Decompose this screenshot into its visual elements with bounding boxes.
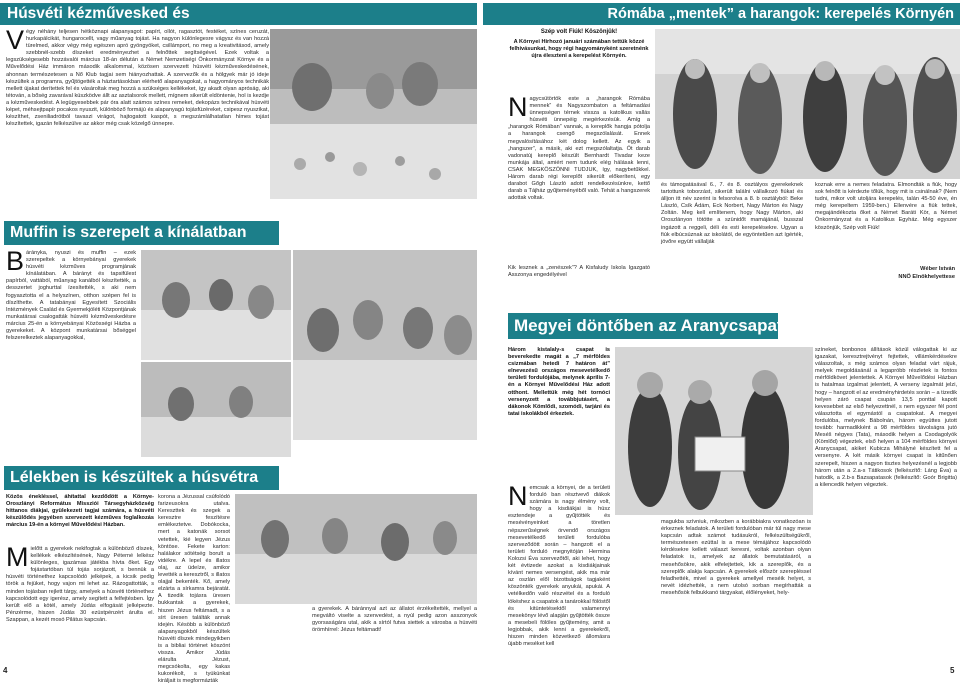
- article-body-muffin-col3: [293, 443, 477, 459]
- page-number-left: 4: [3, 666, 8, 675]
- article-body-muffin: [6, 246, 136, 455]
- subtitle-thanks: Szép volt Fiúk! Köszönjük!: [540, 29, 618, 35]
- page-number-right: 5: [950, 666, 955, 675]
- dropcap-b: B: [6, 246, 25, 276]
- article-body-soul: [6, 542, 154, 670]
- article-lead-gold-team: Három kistalaly-s csapat is beverekedte magát a „7 mérföldes csizmában hetedi 7 határon át” elnevezésű országos mesevetélkedő területi fordulójába, melynek április 7-én a Környei Művelődési Ház adott otthont. Mellettük még hét tornóci versenyzett a továbbjutásért, a dákonok Kömlődi, szomódi, tarjáni és tatai iskolákból érkeztek.: [508, 347, 610, 417]
- article-body-rattling-col4: koznak erre a nemes feladatra. Elmondták a fiúk, hogy sok felnőtt is kérdezte tőlük, hogy mit is csinálnak? (Nem tudni, mikor volt utoljára kerepelés, talán 45-50 éve, én még kerepeltem 1959-ben.) Ellenvére a fiúk tettek, megajándékozta őket a Német Baráti Kör, a Német Önkormányzat és a Katolikus Egyház. Még egyszer köszönjük, Szép volt Fiúk!: [815, 182, 957, 231]
- photo-kids-bible-crafts: [235, 494, 477, 604]
- page-title-easter-crafts: Húsvéti kézművesked és: [0, 3, 477, 25]
- article-body-soul-middle: korona a Jézussal csúfolódó farizeusokra utalva. Kereszttek és szegek a keresztre feszítésre emlékeztetve. Dobókocka, mert a katonák sorsot vetettek, kié legyen Jézus köntöse. Fekete karton: halálakor sötétség borult a vidékre. A lepel és illatos olaj, az üdeíze, amikor levették a keresztről, s illatos olajjal bekenték. Kő, amely elzárta a sírkamra bejáratát. A tizedik tojásra üresen bukkantak a gyerekek, hiszen Jézus feltámadt, s a sírt üresen találták annak idején. Késöbb a különböző alapanyagokból készültek húsvéti díszek mindegyikben is a bibliai történet köszönt vissza. Amikor Júdás elárulta Jézust, megcsókolta, egy kakas kukorékolt, s tyúkúnkat királjait is megformázták: [158, 494, 230, 685]
- article-text: agycsütörtök este a „harangok Rómába mennek” és Nagyszombaton a feltámadási ünnepségen térnek vissza a katolikus vallás húsvéti ünnepéig megérkezésük. Amíg a „harangok Rómában” vannak, a kereplők hangja pótolja a harangok csengő megszólalását. Ennek megvalósításához két dolog kellett. Az egyik a „hangszer”, a másik, aki ezt megszólaltatja. Öt darab vadonatúj kereplő készült Bernhardt Tivadar keze munkája által, amiért nem tudunk elég hálásak lenni, CSAK MEGKÖSZÖNNI TUDJUK, így, nagybetűkkel. Három darab régi kereplőt sikerült előkeríteni, egy darabot Gőgh László adott rendelkezésünkre, kettő darab a Tájház gyűjteményéből való. Tehát a hangszerek adottak voltak.: [508, 96, 650, 202]
- section-title-muffin: Muffin is szerepelt a kínálatban: [4, 221, 279, 245]
- article-text: ielőtt a gyerekek nekifogtak a különböző díszek, kellékek elkészítésének, Nagy Péterné lelkész különleges, igazámas játékba hívta őket. Egy fojástartóban túl tojás sorjázott, s bennük a húsvéti történethez kapcsolódó jelképek, a kicsik pedig török a fejüket, hogy vajon mi lehet az. Rázogattották, s minden tojásban rejlett tárgy, amelyek a húsvéti történethez kapcsolódott egy igerész, amely segített a felfejtésben. Így került elő a kötél, amely Júdás elfogását jelképezte. Pénzérme, hiszen Júdás 30 ezüstpénzért árulta el. Szappan, a kezét mosó Pilátus kapcsán.: [6, 546, 154, 623]
- signature-org: NNÖ Elnökhelyettese: [898, 274, 955, 280]
- section-title-soul: Lélekben is készültek a húsvétra: [4, 466, 279, 490]
- article-body-rattling-col2: Kik lesznek a „zenészek”? A Kisfaludy Iskola Igazgató Asszonya engedélyével: [508, 265, 650, 279]
- article-lead-soul: Közös énekléssel, áhítattal kezdődött a Környe-Oroszlányi Református Missziói Társegyházközség hittanos diákjai, gyülekezeti tagjai számára, a húsvéti készülődés jegyében szervezett kézműves foglalkozás március 19-én a környei Művelődési Házban.: [6, 494, 154, 529]
- photo-craft-table: [270, 29, 477, 199]
- photo-kids-crafting: [141, 250, 291, 360]
- article-body-rattling-col3: és támogatásával 6., 7. és 8. osztályos gyerekeknek tartottunk toborzást, sikerült találni vállalkozó fiúkat és álljon itt név szerint is felsorolva a 8. b osztályból: Beke László, Csík Ádám, Eck Norbert, Nagy Márton és Nagy Zoltán. Meg kell említenem, hogy Nagy Márton, aki Oroszlányon tötötte a szünidőt mamájánál, busszal ingázott a reggeli, déli és esti kerepelésekre. Ugyan a fiúk elbúcsúznak az iskolától, de egyöntetűen azt ígérték, jövőre együtt vállalják: [661, 182, 803, 245]
- photo-children-with-diploma: [615, 347, 813, 515]
- dropcap-n2: N: [508, 481, 528, 511]
- article-lead-rattling: A Környei Hírhozó januári számában tettük közzé felhívásunkat, hogy régi hagyományként szeretnénk újra éleszteni a kerepelést Környén.: [509, 39, 649, 60]
- article-text: áránykа, nyuszi és muffin – ezek szerepeltek a környebányai gyerekek húsvéti kézműves programjának kínálatában. A bárányt és tapsifülest papírból, vattából, műanyag kanálból készítették, a desszertet joghurttal ízesítették, s aki nem fogyasztotta el a helyszínen, otthon szépen fel is díszíthette. A tatabányai Egyesített Szociális Intézmények Család és Gyermekjóléti Központjának munkatársai csalogatták húsvéti kézműveskedésre március 25-én a környebányai Közösségi Házba a gyerekeket. A központ munkatársai bőséggel felszerelkeztek alapanyagokkal,: [6, 250, 136, 342]
- article-text: égy néhány teljesen hétköznapi alapanyagot: papírt, ollót, ragasztót, festéket, színes ceruzát, hurkapálcikát, hungarocellt, vagy műanyag tojást. Ha nagyon különlegesre vágysz és van hozzá türelmed, akkor végy még egészen apró gyöngyöket, csillámport, no meg a kreativitásod, amely szebbnél-szebb díszeket eredményezhet a felnőttek segítségével. Ezek voltak a legszükségesebb hozzávalói március 18-án délután a Német Nemzetiségi Önkormányzat Környe és a Művelődési Ház immáron második alkalommal, közösen szervezett húsvéti kézműveskedésének, ahonnan természetesen a Nő Klub tagjai sem hiányozhattak. A szervezők és a hölgyek már jó ideje készültek a programra, gyűjtögették a háztartásokban elérhető alapanyagokat, a hagyományos technikák mellett újakat derítettek fel és vásároltak meg hozzá a szükséges kellékeket, így akadt olyan apróság, aki tétován, a bőség zavarával küszködve állt az asztalsorok mellett, mígnem sikerült eldöntenie, hol is kezdje a kézműveskedést. A legügyesebbek pár óra alatt számos színes remeket, dekopázs technikával húsvéti képet, méhsejtpapír pocakos nyuszit, különböző formájú és alapanyagú tojásfüzéreket, csipesz nyuszikat, készíthet, zseniliadrótból tavaszi virágot, hajtogatott kaspót, s megszámlálhatatlan hímes tojást készítettek, igazán felkészülve az akkor még csak közelgő ünnepre.: [6, 29, 269, 128]
- article-body-rattling: [508, 92, 650, 272]
- page-title-rattling: Rómába „mentek” a harangok: kerepelés Környén: [483, 3, 960, 25]
- article-body-gold-team-col2: magukba szívniuk, mikozben a korábbiakra vonatkozóan is érkeznek feladatok. A területi fordulóban már túl nagy mese kapcsán adtak számot tudásukról, felkészültségükről, természetesen ezúttal is a mese témájához kapcsolódó kérdésekre kellett választ keresni, voltak azonban olyan feladatok is, amelyek az állatok bemutatásáról, a mesehősökre, akik elfelejtettek, kik a szereplők, és a szereplők alakja kapcsán. A gyerekek először szerepléssel feladhették, mivel a gyerekek amellyel meséik helyet, s nevét idézhették, s nem utolsó sorban megírhatták a mesehősök felbukkanó tárgyakat, élőlényeket, hely-: [661, 519, 811, 596]
- dropcap-m: M: [6, 542, 29, 572]
- signature-name: Wéber István: [920, 266, 955, 272]
- dropcap-v: V: [6, 25, 25, 55]
- article-body-gold-team: [508, 481, 610, 670]
- photo-group-table: [293, 250, 477, 440]
- photo-boys-with-rattles: [655, 29, 960, 179]
- article-body-gold-team-col3: színeket, bonbonos állítások közül válogattak ki az igazakat, keresztrejtvényt fejtettek, villámkérdésekre válaszoltak, s még számos olyan feladat várt rájuk, melyek megoldásánál a legapróbb részletek is fontos mérföldkövet jelentettek. A Környei Művelődési Házban is hatalmas izgalmat jelentett, A verseny izgalmát jelzi, hogy – hangzott el az eredményhirdetés során – a tizedik helyen záró csapat csupán 13,5 ponttal kapott kevesebbet az első helyezettnél, s nem egyszer fél pont választotta el egymástól a csapatokat. A megyei fordulóba, melynek Bábolnán, három együttes jutott tovább: harmadikként a 98 mérföldes távolságra jutó Meséš négyes (Tata), második helyen a Csodagolyók (Kömlőd) végeztek, első helyen a 104 mérföldes környei Aranycsapat, akiket Kubicza Mihályné készített fel a versenyre. A két másik környei csapat is kitűnően szerepelt, hiszen a nagyon tisztes helyezésnél a legjobb három után a 2.a-s Tátikosok (felkészítő: Láng Éva) a hatodik, a 2.b-s Bazsapatasok (felkészítő: Goór Brigitta) a kilencedik helyen végeztek.: [815, 347, 957, 488]
- article-body-soul-right: a gyerekek. A báránnyal azt az állatot érzékeltették, mellyel a megváltó viselte a szenvedést, a nyúl pedig azon asszonyok gyorsaságára utal, akik a sírtól futva siettek a városba a húsvéti örömhírrel: Jézus feltámadt!: [312, 606, 477, 634]
- photo-kids-muffin: [141, 362, 291, 457]
- article-text: emcsak a környei, de a területi forduló ban résztvevő diákok számára is nagy élmény volt, hogy a kisdiákjai is húsz esztendeje a gyűjtötték és mesévényeinket a töretlen népszerűségnek örvendő országos mesevetélkedő területi fordulóba szerveződött során – hangzott el a területi forduló megnyitóján Hermina Kolozsi Éva szervezőtől, aki lehet, hogy két évtizede azokat a kisdiákjainak kívánt nemes versengést, akik ma már az oszlán elől bizottságok tagjaként köszönték gyerekek anyukái, apukái. A vetélkedőn való részvétel és a forduló lökéshez a csapatok a tanárokkal fölöstől és kitüntetésektől valamennyi mesekönyv lévő alapján gyűjtötték össze a mesebeli fölöles gyűjtemény, amit a legjobbak, akik lenni a gyerekekről, hiszen minden közvetkező állomásra újabb meséket kell: [508, 485, 610, 648]
- dropcap-n: N: [508, 92, 528, 122]
- article-body-easter-crafts: [6, 25, 269, 203]
- section-title-gold-team: Megyei döntőben az Aranycsapat: [508, 313, 778, 339]
